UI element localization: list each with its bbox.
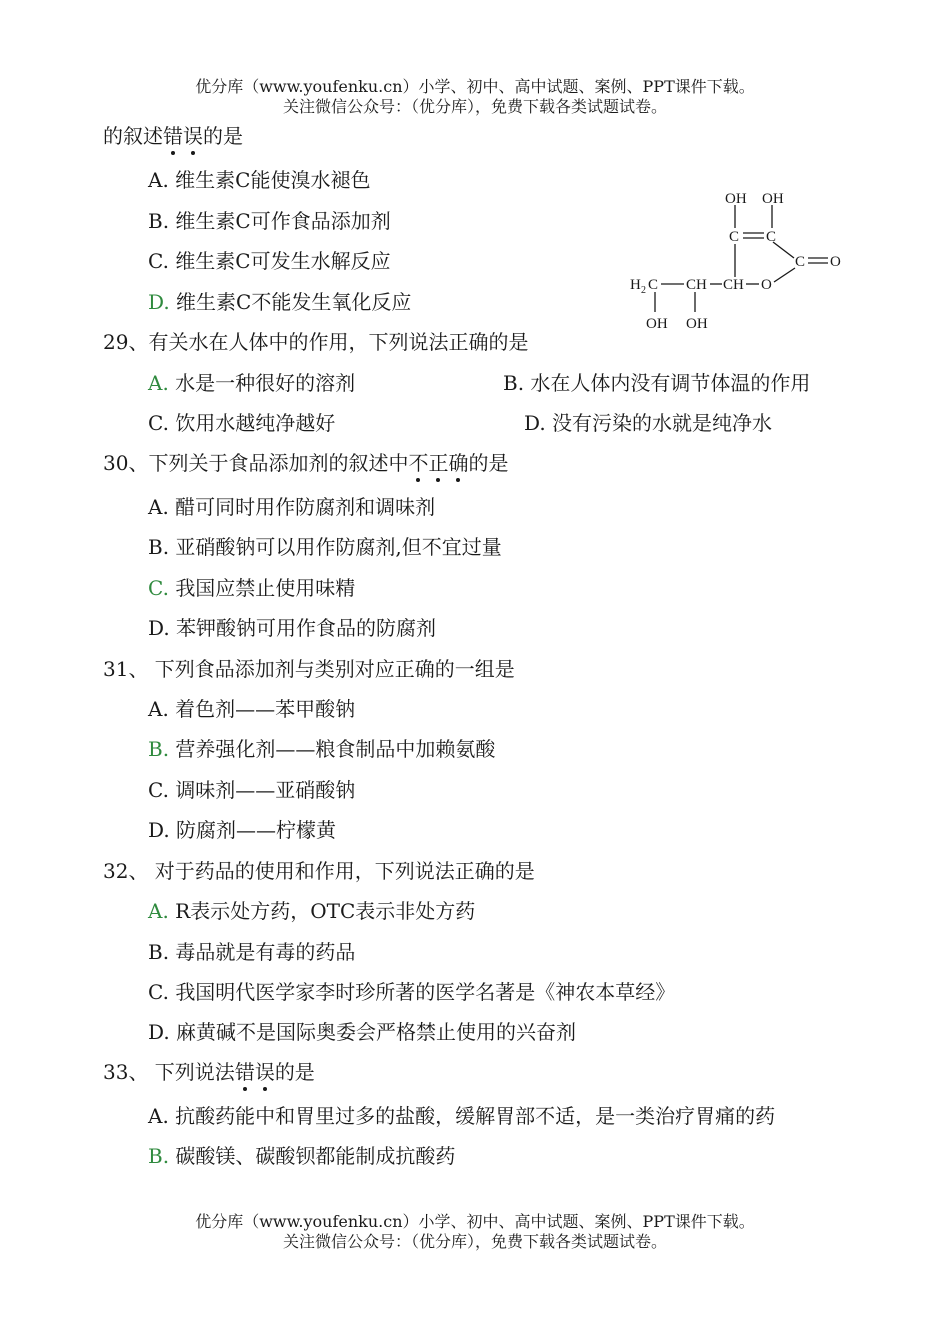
q28-option-b: B. 维生素C可作食品添加剂 bbox=[148, 209, 391, 233]
header-line-2: 关注微信公众号：（优分库），免费下载各类试题试卷。 bbox=[282, 97, 667, 116]
emphasis-char: 误 bbox=[183, 124, 203, 148]
answer-letter: D. bbox=[148, 290, 170, 314]
q32-stem: 32、 对于药品的使用和作用，下列说法正确的是 bbox=[103, 859, 535, 883]
q30-stem: 30、下列关于食品添加剂的叙述中不正确的是 bbox=[103, 451, 509, 475]
emphasis-char: 误 bbox=[254, 1060, 275, 1084]
q31-stem: 31、 下列食品添加剂与类别对应正确的一组是 bbox=[103, 657, 515, 681]
mol-c-right: C bbox=[766, 229, 777, 245]
q29-stem: 29、有关水在人体中的作用，下列说法正确的是 bbox=[103, 330, 529, 354]
q28-option-a: A. 维生素C能使溴水褪色 bbox=[148, 168, 371, 192]
q28-stem: 的叙述错误的是 bbox=[103, 124, 243, 148]
q32-option-b: B. 毒品就是有毒的药品 bbox=[148, 940, 356, 964]
q32-option-a: A. R表示处方药，OTC表示非处方药 bbox=[148, 899, 476, 923]
q31-option-b: B. 营养强化剂——粮食制品中加赖氨酸 bbox=[148, 737, 496, 761]
mol-o-carbonyl: O bbox=[830, 254, 841, 270]
q30-option-d: D. 苯钾酸钠可用作食品的防腐剂 bbox=[148, 616, 437, 640]
q31-option-c: C. 调味剂——亚硝酸钠 bbox=[148, 778, 356, 802]
page-header bbox=[0, 77, 950, 117]
mol-ch2-subscript: 2 bbox=[641, 285, 646, 296]
q29-option-b: B. 水在人体内没有调节体温的作用 bbox=[503, 371, 811, 395]
answer-letter: C. bbox=[148, 576, 169, 600]
q33-stem: 33、 下列说法错误的是 bbox=[103, 1060, 315, 1084]
answer-letter: B. bbox=[148, 1144, 170, 1168]
vitamin-c-structure-diagram bbox=[622, 182, 852, 334]
mol-ch2-h: H bbox=[630, 277, 641, 293]
mol-bottom-oh-2: OH bbox=[686, 316, 708, 332]
emphasis-char: 错 bbox=[163, 124, 183, 148]
q29-option-c: C. 饮用水越纯净越好 bbox=[148, 411, 336, 435]
answer-letter: B. bbox=[148, 737, 170, 761]
q28-option-c: C. 维生素C可发生水解反应 bbox=[148, 249, 391, 273]
q31-option-d: D. 防腐剂——柠檬黄 bbox=[148, 818, 337, 842]
mol-ch-1: CH bbox=[686, 277, 707, 293]
mol-c-left: C bbox=[729, 229, 740, 245]
q32-option-c: C. 我国明代医学家李时珍所著的医学名著是《神农本草经》 bbox=[148, 980, 676, 1004]
q29-option-a: A. 水是一种很好的溶剂 bbox=[148, 371, 356, 395]
mol-ch2-c: C bbox=[648, 277, 659, 293]
footer-line-2: 关注微信公众号：（优分库），免费下载各类试题试卷。 bbox=[282, 1232, 667, 1251]
mol-top-oh-2: OH bbox=[762, 191, 784, 207]
mol-top-oh-1: OH bbox=[725, 191, 747, 207]
q30-option-c: C. 我国应禁止使用味精 bbox=[148, 576, 356, 600]
q30-option-a: A. 醋可同时用作防腐剂和调味剂 bbox=[148, 495, 436, 519]
q33-option-b: B. 碳酸镁、碳酸钡都能制成抗酸药 bbox=[148, 1144, 456, 1168]
q33-option-a: A. 抗酸药能中和胃里过多的盐酸，缓解胃部不适，是一类治疗胃痛的药 bbox=[148, 1104, 776, 1128]
footer-line-1: 优分库（www.youfenku.cn）小学、初中、高中试题、案例、PPT课件下载。 bbox=[195, 1212, 755, 1231]
mol-c-carbonyl: C bbox=[795, 254, 806, 270]
answer-letter: A. bbox=[148, 371, 169, 395]
answer-letter: A. bbox=[148, 899, 169, 923]
mol-o-ring: O bbox=[761, 277, 772, 293]
q31-option-a: A. 着色剂——苯甲酸钠 bbox=[148, 697, 356, 721]
mol-bottom-oh-1: OH bbox=[646, 316, 668, 332]
q32-option-d: D. 麻黄碱不是国际奥委会严格禁止使用的兴奋剂 bbox=[148, 1020, 577, 1044]
q29-option-d: D. 没有污染的水就是纯净水 bbox=[524, 411, 773, 435]
emphasis-char: 错 bbox=[234, 1060, 255, 1084]
emphasis-char: 正 bbox=[428, 451, 449, 475]
header-line-1: 优分库（www.youfenku.cn）小学、初中、高中试题、案例、PPT课件下载。 bbox=[195, 77, 755, 96]
q28-option-d: D. 维生素C不能发生氧化反应 bbox=[148, 290, 412, 314]
emphasis-char: 确 bbox=[448, 451, 469, 475]
page-footer bbox=[0, 1212, 950, 1252]
emphasis-char: 不 bbox=[408, 451, 429, 475]
mol-ch-2: CH bbox=[723, 277, 744, 293]
q30-option-b: B. 亚硝酸钠可以用作防腐剂,但不宜过量 bbox=[148, 535, 502, 559]
